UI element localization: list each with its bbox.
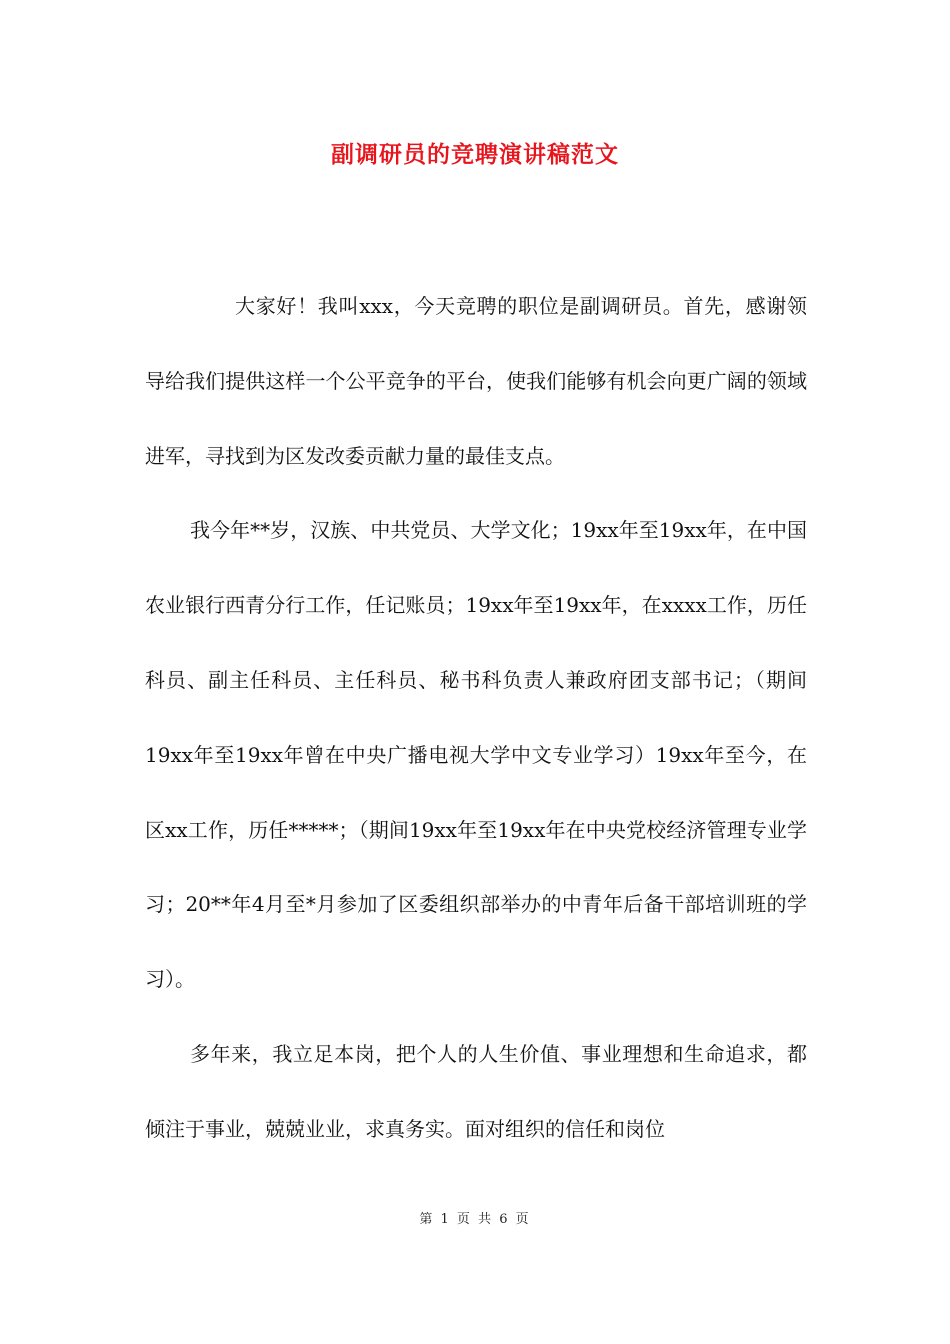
paragraph-greeting: 大家好！我叫xxx，今天竞聘的职位是副调研员。首先，感谢领导给我们提供这样一个公平竞争的平台，使我们能够有机会向更广阔的领域进军，寻找到为区发改委贡献力量的最佳支点。 [145,294,807,468]
document-title: 副调研员的竞聘演讲稿范文 [331,142,619,168]
paragraph-background: 我今年**岁，汉族、中共党员、大学文化；19xx年至19xx年，在中国农业银行西青分行工作，任记账员；19xx年至19xx年，在xxxx工作，历任科员、副主任科员、主任科员、秘书科负责人兼政府团支部书记；（期间19xx年至19xx年曾在中央广播电视大学中文专业学习）19xx年至今，在区xx工作，历任*****；（期间19xx年至19xx年在中央党校经济管理专业学习；20**年4月至*月参加了区委组织部举办的中青年后备干部培训班的学习）。 [145,518,807,992]
paragraph-dedication: 多年来，我立足本岗，把个人的人生价值、事业理想和生命追求，都倾注于事业，兢兢业业，求真务实。面对组织的信任和岗位 [145,1041,807,1141]
document-body [145,269,807,1167]
page-footer: 第 1 页 共 6 页 [419,1212,531,1227]
